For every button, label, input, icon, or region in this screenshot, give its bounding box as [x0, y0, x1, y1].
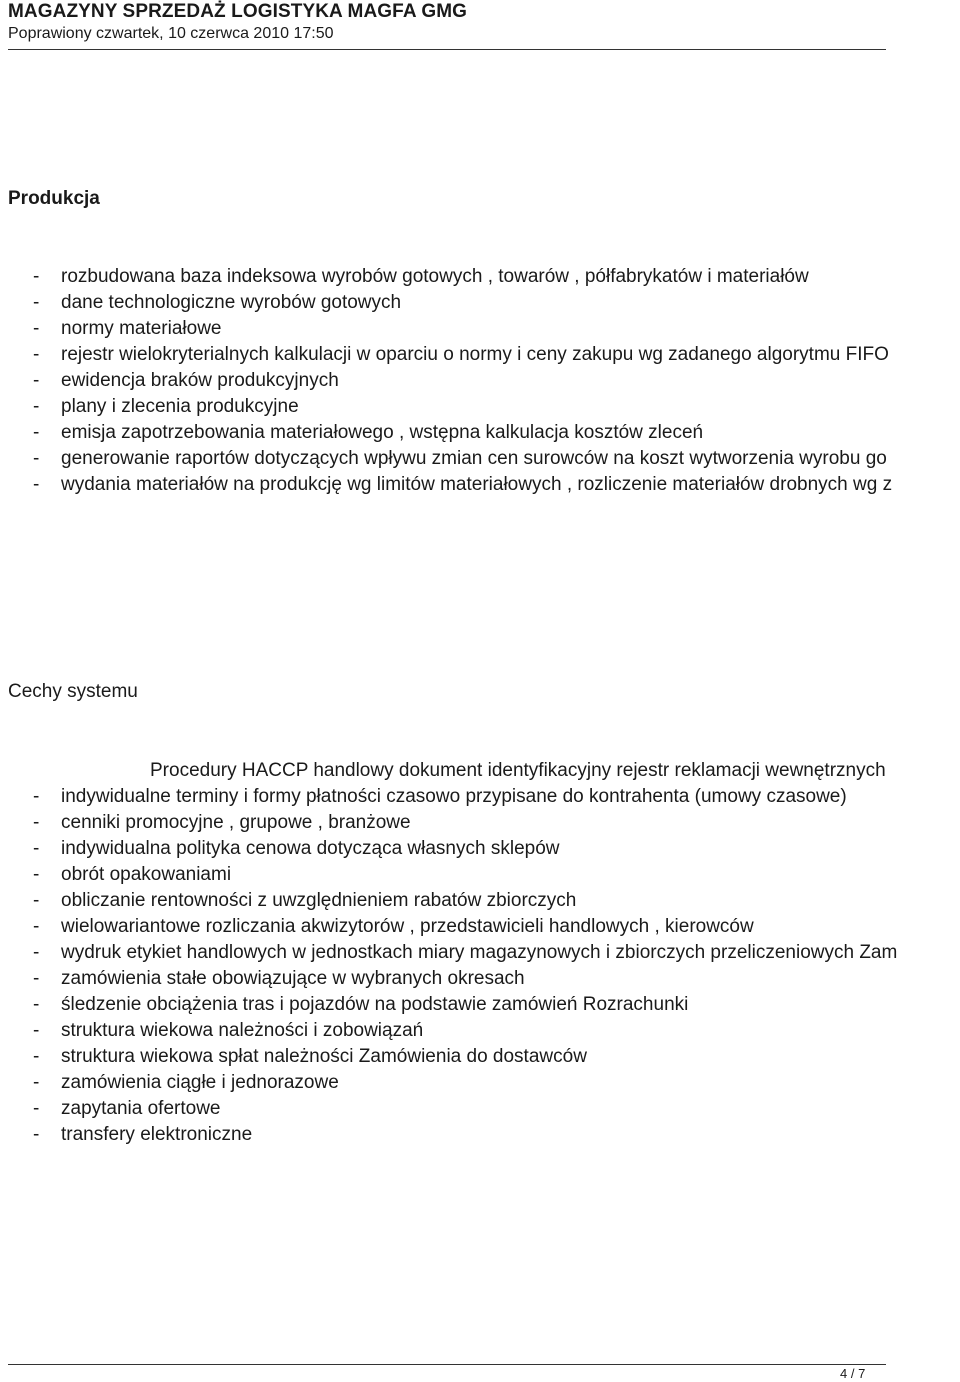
list-item-text: rozbudowana baza indeksowa wyrobów gotowych , towarów , półfabrykatów i materiałów	[61, 266, 809, 287]
list-item	[0, 836, 960, 862]
section-heading-cechy: Cechy systemu	[8, 681, 138, 702]
list-dash: -	[33, 422, 40, 443]
list-dash: -	[33, 292, 40, 313]
list-dash: -	[33, 968, 40, 989]
list-item-text: struktura wiekowa spłat należności Zamówienia do dostawców	[61, 1046, 587, 1067]
section-heading-produkcja: Produkcja	[8, 188, 100, 209]
list-item-text: zamówienia stałe obowiązujące w wybranych okresach	[61, 968, 525, 989]
list-item	[0, 810, 960, 836]
list-dash: -	[33, 786, 40, 807]
list-item-text: generowanie raportów dotyczących wpływu zmian cen surowców na koszt wytworzenia wyrobu go	[61, 448, 887, 469]
cechy-intro-line: Procedury HACCP handlowy dokument identyfikacyjny rejestr reklamacji wewnętrznych	[150, 760, 886, 781]
list-item	[0, 1096, 960, 1122]
list-item-text: ewidencja braków produkcyjnych	[61, 370, 339, 391]
list-item	[0, 446, 960, 472]
list-item	[0, 992, 960, 1018]
list-item	[0, 914, 960, 940]
list-dash: -	[33, 812, 40, 833]
cechy-list	[0, 784, 960, 1148]
list-item-text: rejestr wielokryterialnych kalkulacji w oparciu o normy i ceny zakupu wg zadanego algorytmu FIFO	[61, 344, 889, 365]
list-item	[0, 316, 960, 342]
list-item-text: wydania materiałów na produkcję wg limitów materiałowych , rozliczenie materiałów drobnych wg z	[61, 474, 893, 495]
list-dash: -	[33, 318, 40, 339]
page-number: 4 / 7	[840, 1366, 866, 1381]
list-dash: -	[33, 448, 40, 469]
list-item	[0, 342, 960, 368]
list-item-text: śledzenie obciążenia tras i pojazdów na podstawie zamówień Rozrachunki	[61, 994, 689, 1015]
list-dash: -	[33, 474, 40, 495]
list-item-text: struktura wiekowa należności i zobowiązań	[61, 1020, 424, 1041]
list-dash: -	[33, 1072, 40, 1093]
list-item-text: wielowariantowe rozliczania akwizytorów , przedstawicieli handlowych , kierowców	[61, 916, 754, 937]
list-dash: -	[33, 864, 40, 885]
list-item-text: indywidualne terminy i formy płatności czasowo przypisane do kontrahenta (umowy czasowe)	[61, 786, 847, 807]
list-item	[0, 888, 960, 914]
list-item-text: plany i zlecenia produkcyjne	[61, 396, 299, 417]
list-item-text: normy materiałowe	[61, 318, 222, 339]
list-item	[0, 472, 960, 498]
list-item-text: dane technologiczne wyrobów gotowych	[61, 292, 402, 313]
list-dash: -	[33, 1124, 40, 1145]
list-item	[0, 368, 960, 394]
list-item	[0, 1018, 960, 1044]
list-dash: -	[33, 1098, 40, 1119]
list-dash: -	[33, 1020, 40, 1041]
list-item-text: zapytania ofertowe	[61, 1098, 221, 1119]
list-dash: -	[33, 344, 40, 365]
header-divider	[8, 49, 886, 50]
document-title: MAGAZYNY SPRZEDAŻ LOGISTYKA MAGFA GMG	[8, 1, 468, 22]
list-item	[0, 940, 960, 966]
list-dash: -	[33, 994, 40, 1015]
list-item	[0, 862, 960, 888]
list-item	[0, 420, 960, 446]
list-dash: -	[33, 838, 40, 859]
list-item	[0, 966, 960, 992]
footer-divider	[8, 1364, 886, 1365]
revision-date: Poprawiony czwartek, 10 czerwca 2010 17:50	[8, 25, 334, 42]
list-item-text: indywidualna polityka cenowa dotycząca własnych sklepów	[61, 838, 560, 859]
list-item-text: obliczanie rentowności z uwzględnieniem rabatów zbiorczych	[61, 890, 577, 911]
list-item	[0, 1122, 960, 1148]
list-item-text: cenniki promocyjne , grupowe , branżowe	[61, 812, 411, 833]
list-item	[0, 264, 960, 290]
list-item-text: transfery elektroniczne	[61, 1124, 253, 1145]
list-item	[0, 1044, 960, 1070]
list-dash: -	[33, 266, 40, 287]
list-dash: -	[33, 916, 40, 937]
list-item	[0, 290, 960, 316]
list-dash: -	[33, 942, 40, 963]
list-item-text: wydruk etykiet handlowych w jednostkach miary magazynowych i zbiorczych przeliczeniowych Zam	[61, 942, 898, 963]
list-item	[0, 1070, 960, 1096]
list-item-text: obrót opakowaniami	[61, 864, 232, 885]
list-dash: -	[33, 396, 40, 417]
list-item	[0, 784, 960, 810]
list-dash: -	[33, 890, 40, 911]
list-item-text: zamówienia ciągłe i jednorazowe	[61, 1072, 339, 1093]
list-dash: -	[33, 1046, 40, 1067]
list-item	[0, 394, 960, 420]
produkcja-list	[0, 264, 960, 498]
list-item-text: emisja zapotrzebowania materiałowego , wstępna kalkulacja kosztów zleceń	[61, 422, 704, 443]
list-dash: -	[33, 370, 40, 391]
